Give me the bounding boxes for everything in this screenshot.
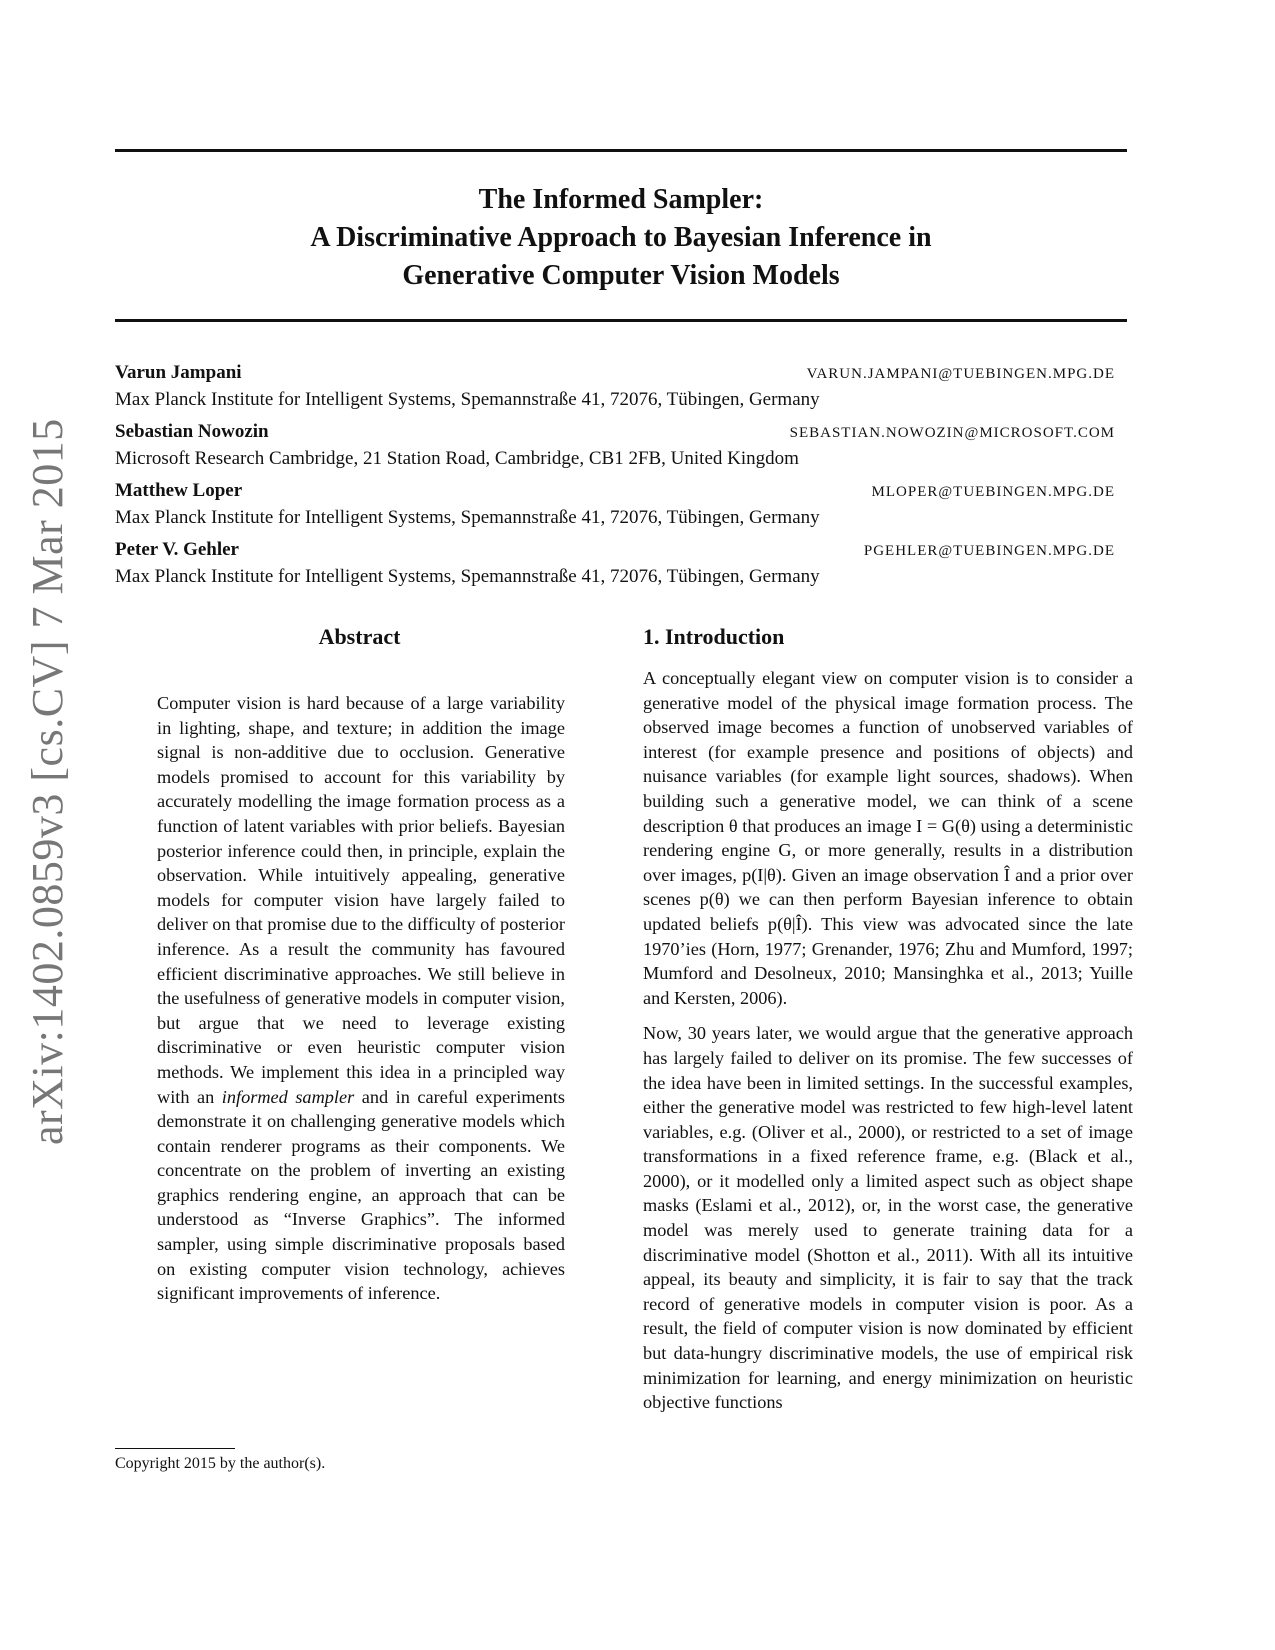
- abstract-text-part-1: Computer vision is hard because of a large variability in lighting, shape, and texture; in addition the image signal is non-additive due to occlusion. Generative models promised to account for this variability by accurately modelling the image formation process as a function of latent variables with prior beliefs. Bayesian posterior inference could then, in principle, explain the observation. While intuitively appealing, generative models for computer vision have largely failed to deliver on that promise due to the difficulty of posterior inference. As a result the community has favoured efficient discriminative approaches. We still believe in the usefulness of generative models in computer vision, but argue that we need to leverage existing discriminative or even heuristic computer vision methods. We implement this idea in a principled way with an: [157, 693, 565, 1107]
- title-line-1: The Informed Sampler:: [478, 184, 764, 215]
- introduction-body: [643, 666, 1133, 1426]
- introduction-heading: 1. Introduction: [643, 624, 785, 649]
- author-affiliation: Max Planck Institute for Intelligent Systems, Spemannstraße 41, 72076, Tübingen, Germany: [115, 566, 820, 587]
- author-affiliation: Max Planck Institute for Intelligent Systems, Spemannstraße 41, 72076, Tübingen, Germany: [115, 389, 820, 410]
- abstract-emphasis: informed sampler: [221, 1086, 355, 1107]
- author-affiliation: Microsoft Research Cambridge, 21 Station Road, Cambridge, CB1 2FB, United Kingdom: [115, 448, 799, 469]
- title-top-rule: [115, 149, 1127, 152]
- paper-title: [115, 181, 1127, 295]
- introduction-paragraph-1: A conceptually elegant view on computer vision is to consider a generative model of the physical image formation process. The observed image becomes a function of unobserved variables of interest (for example presence and positions of objects) and nuisance variables (for example light sources, shadows). When building such a generative model, we can think of a scene description θ that produces an image I = G(θ) using a deterministic rendering engine G, or more generally, results in a distribution over images, p(I|θ). Given an image observation Î and a prior over scenes p(θ) we can then perform Bayesian inference to obtain updated beliefs p(θ|Î). This view was advocated since the late 1970’ies (Horn, 1977; Grenander, 1976; Zhu and Mumford, 1997; Mumford and Desolneux, 2010; Mansinghka et al., 2013; Yuille and Kersten, 2006).: [643, 668, 1133, 1008]
- abstract-text: [157, 691, 565, 1306]
- author-name: Sebastian Nowozin: [115, 421, 269, 442]
- title-line-3: Generative Computer Vision Models: [402, 260, 840, 291]
- title-line-2: A Discriminative Approach to Bayesian Inference in: [310, 222, 932, 253]
- introduction-paragraph-2: Now, 30 years later, we would argue that the generative approach has largely failed to deliver on its promise. The few successes of the idea have been in limited settings. In the successful examples, either the generative model was restricted to few high-level latent variables, e.g. (Oliver et al., 2000), or restricted to a set of image transformations in a fixed reference frame, e.g. (Black et al., 2000), or it modelled only a limited aspect such as object shape masks (Eslami et al., 2012), or, in the worst case, the generative model was merely used to generate training data for a discriminative model (Shotton et al., 2011). With all its intuitive appeal, its beauty and simplicity, it is fair to say that the track record of generative models in computer vision is poor. As a result, the field of computer vision is now dominated by efficient but data-hungry discriminative models, the use of empirical risk minimization for learning, and energy minimization on heuristic objective functions: [643, 1023, 1133, 1413]
- arxiv-identifier-stamp: arXiv:1402.0859v3 [cs.CV] 7 Mar 2015: [23, 418, 72, 1145]
- title-bottom-rule: [115, 319, 1127, 322]
- author-block: [115, 360, 1115, 419]
- copyright-footnote: Copyright 2015 by the author(s).: [115, 1455, 326, 1472]
- footnote-rule: [115, 1448, 235, 1449]
- author-name: Matthew Loper: [115, 480, 243, 501]
- abstract-text-part-2: and in careful experiments demonstrate it on challenging generative models which contain renderer programs as their components. We concentrate on the problem of inverting an existing graphics rendering engine, an approach that can be understood as “Inverse Graphics”. The informed sampler, using simple discriminative proposals based on existing computer vision technology, achieves significant improvements of inference.: [157, 1086, 565, 1304]
- author-affiliation: Max Planck Institute for Intelligent Systems, Spemannstraße 41, 72076, Tübingen, Germany: [115, 507, 820, 528]
- author-block: [115, 478, 1115, 537]
- author-block: [115, 419, 1115, 478]
- author-email: MLOPER@TUEBINGEN.MPG.DE: [871, 484, 1115, 500]
- author-name: Peter V. Gehler: [115, 539, 239, 560]
- author-list: [115, 360, 1115, 596]
- abstract-heading: Abstract: [318, 624, 401, 649]
- author-email: PGEHLER@TUEBINGEN.MPG.DE: [863, 543, 1115, 559]
- author-name: Varun Jampani: [115, 362, 242, 383]
- author-block: [115, 537, 1115, 596]
- author-email: VARUN.JAMPANI@TUEBINGEN.MPG.DE: [806, 366, 1115, 382]
- author-email: SEBASTIAN.NOWOZIN@MICROSOFT.COM: [789, 425, 1115, 441]
